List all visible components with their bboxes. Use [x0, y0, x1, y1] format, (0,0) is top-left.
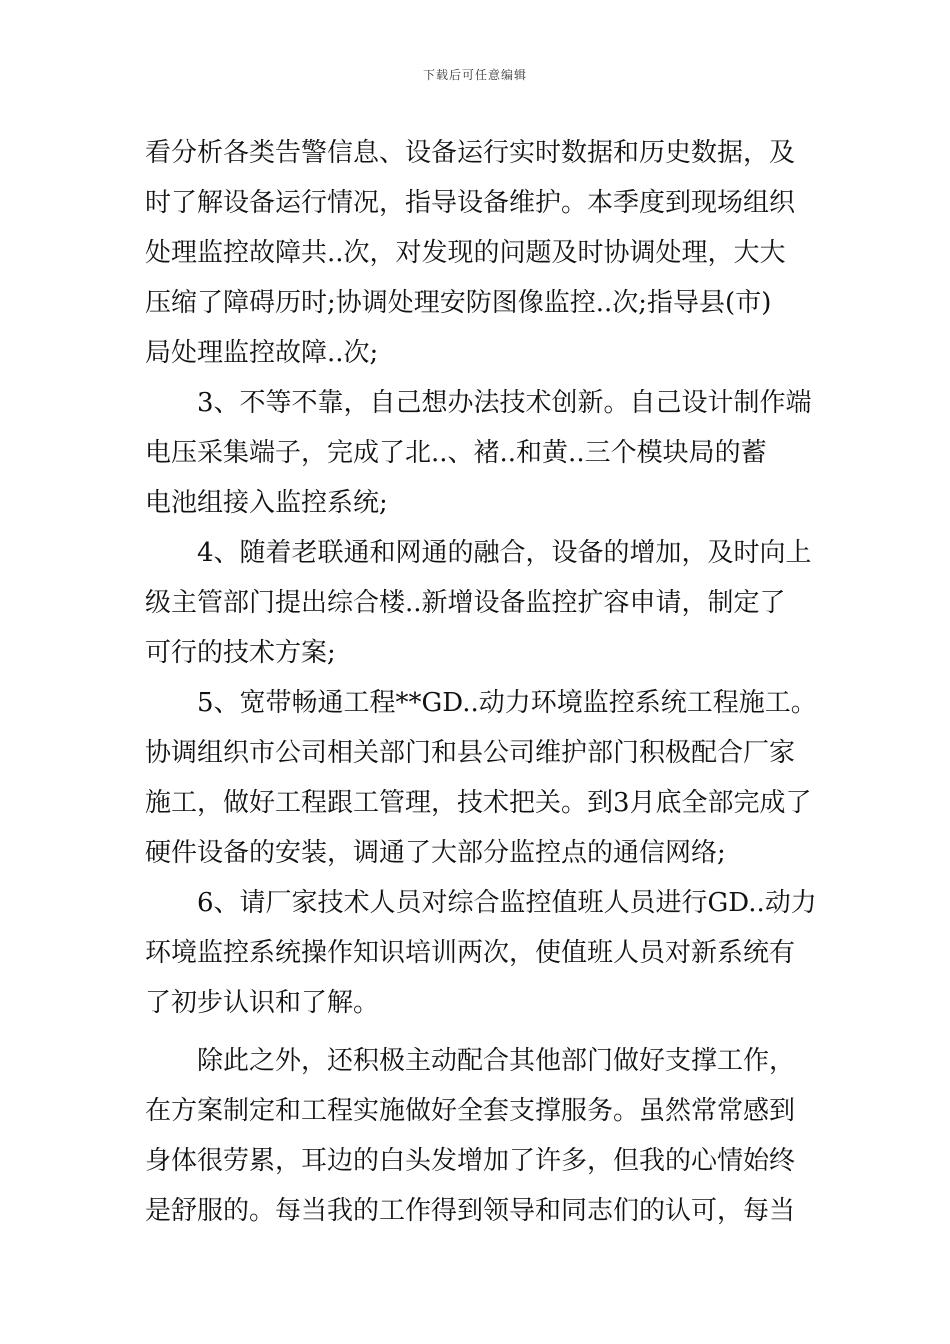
text-line: 处理监控故障共..次，对发现的问题及时协调处理，大大 [145, 238, 786, 268]
text-line: 身体很劳累，耳边的白头发增加了许多，但我的心情始终 [145, 1146, 796, 1176]
paragraph-start-line: 6、请厂家技术人员对综合监控值班人员进行GD..动力 [197, 888, 817, 918]
text-line: 看分析各类告警信息、设备运行实时数据和历史数据，及 [145, 138, 796, 168]
text-line: 是舒服的。每当我的工作得到领导和同志们的认可，每当 [145, 1196, 796, 1226]
text-line: 电压采集端子，完成了北..、褚..和黄..三个模块局的蓄 [145, 438, 767, 468]
text-line: 协调组织市公司相关部门和县公司维护部门积极配合厂家 [145, 738, 796, 768]
text-line: 施工，做好工程跟工管理，技术把关。到3月底全部完成了 [145, 788, 812, 818]
text-line: 时了解设备运行情况，指导设备维护。本季度到现场组织 [145, 188, 796, 218]
document-body [145, 128, 817, 1236]
page-header: 下载后可任意编辑 [422, 68, 527, 82]
text-line: 环境监控系统操作知识培训两次，使值班人员对新系统有 [145, 938, 796, 968]
paragraph-start-line: 3、不等不靠，自己想办法技术创新。自己设计制作端 [197, 388, 812, 418]
text-line: 电池组接入监控系统; [145, 488, 388, 518]
text-line: 了初步认识和了解。 [145, 988, 380, 1018]
text-line: 局处理监控故障..次; [145, 338, 379, 368]
paragraph-start-line: 4、随着老联通和网通的融合，设备的增加，及时向上 [197, 538, 812, 568]
text-line: 级主管部门提出综合楼..新增设备监控扩容申请，制定了 [145, 588, 786, 618]
text-line: 压缩了障碍历时;协调处理安防图像监控..次;指导县(市) [145, 288, 772, 318]
paragraph-start-line: 5、宽带畅通工程**GD..动力环境监控系统工程施工。 [197, 688, 817, 718]
paragraph-start-line: 除此之外，还积极主动配合其他部门做好支撑工作， [197, 1046, 796, 1076]
text-line: 硬件设备的安装，调通了大部分监控点的通信网络; [145, 838, 726, 868]
text-line: 可行的技术方案; [145, 638, 336, 668]
text-line: 在方案制定和工程实施做好全套支撑服务。虽然常常感到 [145, 1096, 796, 1126]
